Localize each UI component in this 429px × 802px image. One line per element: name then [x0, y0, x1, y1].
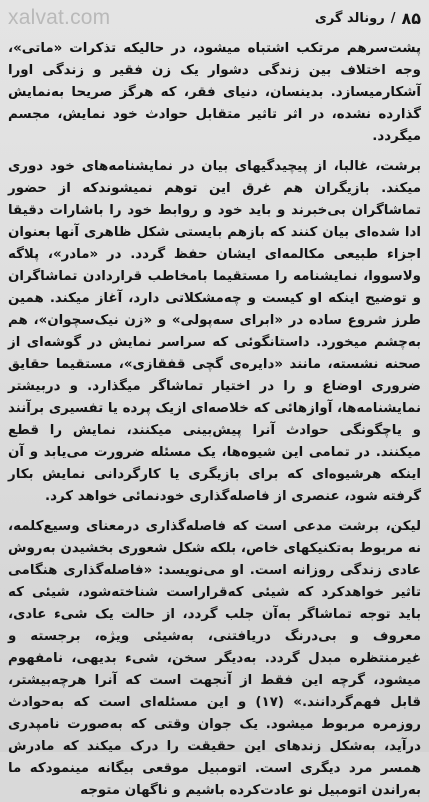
author-name: رونالد گری: [314, 10, 385, 26]
page-number: ۸۵: [401, 8, 421, 28]
watermark: xalvat.com: [8, 6, 111, 29]
paragraph-2: برشت، غالبا، از پیچیدگیهای بیان در نمایشنامه‌های خود دوری میکند. بازیگران هم غرق این توهم نمیشوندکه از حضور تماشاگران بی‌خبرند و باید خود و روابط خود را باشارات دقیقا ادا شده‌ای بیان کنند که بازهم بایستی شکل ظاهری آنها بعنوان اجزاء طبیعی مکالمه‌ای ایشان حفظ گردد. در «مادر»، پلاگه ولاسووا، نمایشنامه را مستقیما بامخاطب قراردادن تماشاگران و توضیح اینکه او کیست و چه‌مشکلاتی دارد، آغاز میکند. همین طرز شروع ساده در «ابرای سه‌پولی» و «زن نیک‌سچوان»، هم به‌چشم میخورد. داستانگوئی که سراسر نمایش در گوشه‌ای از صحنه نشسته، مانند «دایره‌ی گچی قفقازی»، مستقیما حقایق ضروری اوضاع و را در اختیار تماشاگر میگذارد. و دربیشتر نمایشنامه‌ها، آوازهائی که خلاصه‌ای ازیک پرده یا تفسیری برآنند و یاچگونگی حوادث آنرا پیش‌بینی میکنند، نمایش را قطع میکنند. در تمامی این شیوه‌ها، یک مسئله ضرورت می‌یابد و آن اینکه هرشیوه‌ای که برای بازیگری یا کارگردانی نمایش بکار گرفته شود، عنصری از فاصله‌گذاری خودنمائی خواهد کرد.: [8, 159, 421, 504]
header-separator: /: [390, 10, 396, 26]
page-header: [8, 4, 421, 32]
paragraph-1: پشت‌سرهم مرتکب اشتباه میشود، در حالیکه تذکرات «ماتی»، وجه اختلاف بین زندگی دشوار یک زن فقیر و زندگی اورا آشکارمیسازد. بدینسان، دنیای فقر، که هرگز صریحا به‌نمایش گذارده نشده، در اثر تاثیر متقابل حوادث خود نمایش، مجسم میگردد.: [8, 41, 421, 144]
page-body: [8, 38, 421, 802]
paragraph-3: لیکن، برشت مدعی است که فاصله‌گذاری درمعنای وسیع‌کلمه، نه مربوط به‌تکنیکهای خاص، بلکه شکل شعوری بخشیدن به‌روش عادی زندگی روزانه است. او می‌نویسد: «فاصله‌گذاری هنگامی تاثیر خواهدکرد که شیئی که‌قراراست شناخته‌شود، شیئی که باید توجه تماشاگر به‌آن جلب گردد، از حالت یک شیء عادی، معروف و بی‌درنگ دریافتنی، به‌شیئی ویژه، برجسته و غیرمنتظره مبدل گردد. به‌دیگر سخن، شیء بدیهی، نامفهوم میشود، گرچه این فقط از آنجهت است که آنرا هرچه‌بیشتر، قابل فهم‌گردانند.» (۱۷) و این مسئله‌ای است که به‌حوادث روزمره مربوط میشود. یک جوان وقتی که به‌صورت نامپدری درآید، به‌شکل زندهای این حقیقت را درک میکند که مادرش همسر مرد دیگری است. اتومبیل موقعی بیگانه مینمودکه ما به‌راندن اتومبیل نو عادت‌کرده باشیم و ناگهان متوجه: [8, 519, 422, 798]
paragraph-gap: [8, 508, 421, 516]
running-head: [315, 9, 421, 28]
paragraph-gap: [8, 148, 421, 156]
